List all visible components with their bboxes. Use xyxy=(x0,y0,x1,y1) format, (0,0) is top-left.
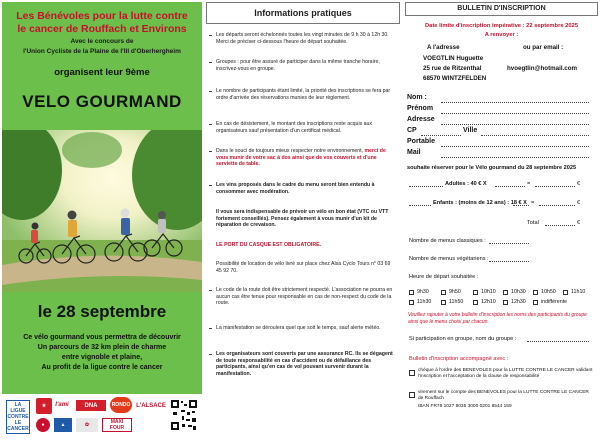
payment-label: Bulletin d'inscription accompagné avec : xyxy=(409,356,509,362)
virement-checkbox[interactable] xyxy=(409,392,415,398)
cp-input[interactable] xyxy=(421,135,461,136)
adresse-label: Adresse xyxy=(407,116,435,123)
adresse-input[interactable] xyxy=(441,124,589,125)
time-label: 11h10 xyxy=(571,289,586,295)
ville-label: Ville xyxy=(463,127,478,134)
address-line2: 25 rue de Ritzenthal xyxy=(423,65,482,72)
info-priority: Le nombre de participants étant limité, la priorité des inscriptions se fera par ordre d'arrivée des réservations munies de leur règlement. xyxy=(216,88,396,101)
address-line1: VOEGTLIN Huguette xyxy=(423,55,484,62)
time-checkbox-10h10[interactable] xyxy=(473,290,478,295)
cheque-text: chèque à l'ordre des BENEVOLES pour la LUTTE CONTRE LE CANCER validant l'inscription et l'acceptation de la clause de responsabilité xyxy=(418,368,593,379)
practical-info-heading: Informations pratiques xyxy=(206,2,400,24)
menus-vegetariens-label: Nombre de menus végétariens : xyxy=(409,256,489,262)
event-date: le 28 septembre xyxy=(37,302,167,321)
nom-input[interactable] xyxy=(441,102,589,103)
time-checkbox-indifferente[interactable] xyxy=(533,300,538,305)
bullet-icon xyxy=(209,354,212,355)
partner-logo-round: ● xyxy=(36,418,50,432)
info-helmet: LE PORT DU CASQUE EST OBLIGATOIRE. xyxy=(216,242,322,248)
menus-classiques-label: Nombre de menus classiques : xyxy=(409,238,486,244)
time-label: 11h50 xyxy=(449,299,464,305)
partner-logo-grey: ✿ xyxy=(76,418,98,432)
time-checkbox-12h30[interactable] xyxy=(503,300,508,305)
practical-info-panel xyxy=(206,2,400,438)
prenom-input[interactable] xyxy=(441,113,589,114)
enfants-equals: = xyxy=(531,200,535,206)
virement-text: virement sur le compte des BENEVOLES pour la LUTTE CONTRE LE CANCER de Rouffach xyxy=(418,390,589,401)
cyclists-photo xyxy=(2,130,202,292)
heure-label: Heure de départ souhaitée : xyxy=(409,274,479,280)
partner-logo-red: ★ xyxy=(36,398,52,414)
info-departures: Les départs seront échelonnés toutes les vingt minutes de 9 h 30 à 12h 30. Merci de préciser ci-dessous l'heure de départ souhaitée. xyxy=(216,32,396,45)
group-note: Veuillez rajouter à votre bulletin d'inscription les noms des participants du groupe ainsi que le menu choisi par chacun. xyxy=(408,312,587,325)
maxi-logo: MAXI FOUR xyxy=(102,418,132,432)
time-checkbox-10h30[interactable] xyxy=(503,290,508,295)
enfants-label: Enfants : (moins de 12 ans) : 18 € X xyxy=(433,200,527,206)
bullet-icon xyxy=(209,91,212,92)
portable-input[interactable] xyxy=(441,146,589,147)
time-checkbox-9h50[interactable] xyxy=(441,290,446,295)
menus-vegetariens-input[interactable] xyxy=(489,261,529,262)
bullet-icon xyxy=(209,328,212,329)
mail-label: Mail xyxy=(407,149,421,156)
poster-title-line2: le cancer de Rouffach et Environs xyxy=(17,23,187,35)
time-label: 10h50 xyxy=(541,289,556,295)
concours-line2: l'Union Cycliste de la Plaine de l'Ill d'Oberhergheim xyxy=(23,48,181,55)
enfants-count-input[interactable] xyxy=(513,205,529,206)
sponsor-logos xyxy=(2,394,202,438)
enfants-qty-input[interactable] xyxy=(409,205,431,206)
info-groups: Groupes : pour être assuré de participer dans la même tranche horaire, inscrivez-vous en groupe. xyxy=(216,59,396,72)
poster-title-line1: Les Bénévoles pour la lutte contre xyxy=(16,10,188,22)
enfants-amount-input[interactable] xyxy=(539,205,575,206)
description-line2: Un parcours de 32 km plein de charme xyxy=(37,344,167,351)
edition-text: organisent leur 9ème xyxy=(54,67,150,78)
dna-logo: DNA xyxy=(76,400,106,411)
nom-label: Nom : xyxy=(407,94,427,101)
time-label: 9h30 xyxy=(417,289,429,295)
event-poster-panel xyxy=(2,2,202,438)
qr-code-icon xyxy=(170,398,198,432)
alsace-logo: L'ALSACE xyxy=(136,402,166,409)
description-line3: entre vignoble et plaine, xyxy=(61,354,143,361)
iban-text: IBAN FR76 1027 8035 3000 0201 8544 159 xyxy=(418,404,512,409)
total-euro: € xyxy=(577,220,581,226)
partner-logo-blue: ▲ xyxy=(54,418,72,432)
cp-label: CP xyxy=(407,127,417,134)
time-label: indifférente xyxy=(541,299,568,305)
adultes-euro: € xyxy=(577,181,581,187)
time-checkbox-11h50[interactable] xyxy=(441,300,446,305)
info-weather: La manifestation se déroulera quel que soit le temps, sauf alerte météo. xyxy=(216,325,396,332)
deadline-text: Date limite d'inscription impérative : 22 septembre 2025 xyxy=(424,23,579,29)
description-line4: Au profit de la ligue contre le cancer xyxy=(41,364,163,371)
address-label: A l'adresse xyxy=(427,44,460,51)
group-name-input[interactable] xyxy=(527,341,589,342)
return-label: A renvoyer : xyxy=(484,32,519,38)
time-checkbox-9h30[interactable] xyxy=(409,290,414,295)
concours-line1: Avec le concours de xyxy=(70,38,134,45)
group-name-label: Si participation en groupe, nom du groupe : xyxy=(409,336,517,342)
email-label: ou par email : xyxy=(523,44,564,51)
time-label: 12h10 xyxy=(481,299,496,305)
adultes-qty-input[interactable] xyxy=(409,186,443,187)
info-withdrawal: En cas de désistement, le montant des inscriptions reste acquis aux organisateurs sauf présentation d'un certificat médical. xyxy=(216,121,396,134)
info-road-code: Le code de la route doit être strictement respecté. L'association ne pourra en aucun cas être tenue pour responsable en cas de non-respect du code de la route. xyxy=(216,287,396,307)
info-insurance: Les organisateurs sont couverts par une assurance RC. Ils se dégagent de toute responsabilité en cas d'accident ou de défaillance des participants, ainsi qu'en cas de vol pouvant survenir durant la manifestation. xyxy=(216,351,396,377)
ami-logo: l'ami xyxy=(55,402,69,408)
bullet-icon xyxy=(209,290,212,291)
enfants-euro: € xyxy=(577,200,581,206)
ligue-logo: LA LIGUE CONTRE LE CANCER xyxy=(7,402,29,432)
rondo-logo: RONDO xyxy=(110,397,132,413)
total-label: Total xyxy=(527,220,539,226)
time-label: 10h10 xyxy=(481,289,496,295)
info-environment: Dans le souci de toujours mieux respecter notre environnement, merci de vous munir de votre sac à dos ainsi que de vos couverts et d'une serviette de table. xyxy=(216,148,396,168)
bullet-icon xyxy=(209,151,212,152)
portable-label: Portable xyxy=(407,138,436,145)
cheque-checkbox[interactable] xyxy=(409,370,415,376)
info-wines: Les vins proposés dans le cadre du menu seront bien entendu à consommer avec modération. xyxy=(216,182,396,195)
bullet-icon xyxy=(209,185,212,186)
adultes-label: Adultes : 40 € X xyxy=(445,181,487,187)
description-line1: Ce vélo gourmand vous permettra de découvrir xyxy=(23,334,181,341)
time-label: 11h30 xyxy=(417,299,432,305)
registration-heading: BULLETIN D'INSCRIPTION xyxy=(405,2,598,16)
registration-form-panel xyxy=(405,2,598,438)
prenom-label: Prénom xyxy=(407,105,434,112)
time-checkbox-11h30[interactable] xyxy=(409,300,414,305)
adultes-count-input[interactable] xyxy=(495,186,525,187)
adultes-equals: = xyxy=(527,181,531,187)
menus-classiques-input[interactable] xyxy=(489,243,529,244)
time-checkbox-11h10[interactable] xyxy=(563,290,568,295)
adultes-amount-input[interactable] xyxy=(535,186,575,187)
info-bike: Il vous sera indispensable de prévoir un vélo en bon état (VTC ou VTT fortement conseillés). Pensez également à vous munir d'un kit de réparation de crevaison. xyxy=(216,209,389,229)
event-title: VELO GOURMAND xyxy=(22,92,182,111)
bullet-icon xyxy=(209,124,212,125)
total-amount-input[interactable] xyxy=(545,225,575,226)
time-label: 9h50 xyxy=(449,289,461,295)
email-address[interactable]: hvoegtlin@hotmail.com xyxy=(507,65,577,72)
time-checkbox-10h50[interactable] xyxy=(533,290,538,295)
address-line3: 68570 WINTZFELDEN xyxy=(423,75,487,82)
time-label: 12h30 xyxy=(511,299,526,305)
info-rental: Possibilité de location de vélo livré sur place chez Alsa Cyclo Tours n° 03 69 45 92 70. xyxy=(216,261,391,274)
reserve-text: souhaite réserver pour le Vélo gourmand du 28 septembre 2025 xyxy=(407,165,577,171)
time-checkbox-12h10[interactable] xyxy=(473,300,478,305)
mail-input[interactable] xyxy=(441,157,589,158)
time-label: 10h30 xyxy=(511,289,526,295)
ville-input[interactable] xyxy=(481,135,589,136)
bullet-icon xyxy=(209,35,212,36)
bullet-icon xyxy=(209,62,212,63)
